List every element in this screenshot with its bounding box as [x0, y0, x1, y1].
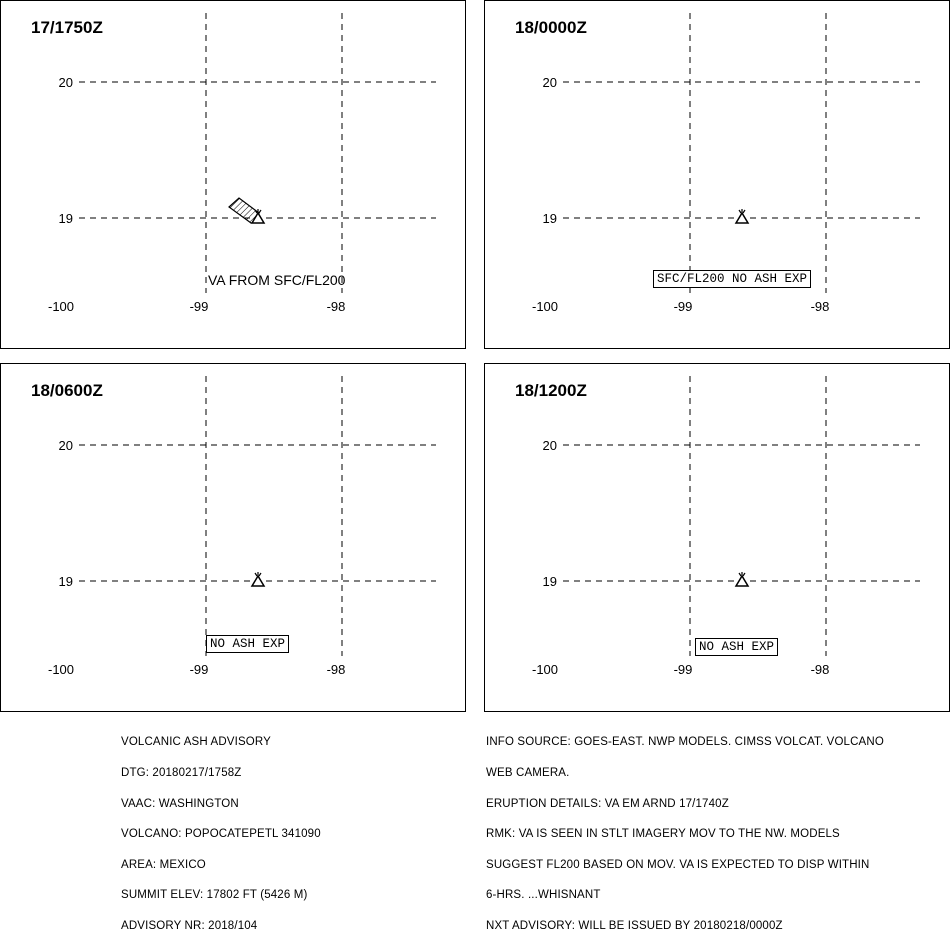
ash-level-note: VA FROM SFC/FL200	[208, 272, 346, 288]
advisory-line: ADVISORY NR: 2018/104	[121, 919, 258, 932]
lon-label-99: -99	[673, 299, 693, 314]
panel-time-label: 18/1200Z	[515, 381, 587, 400]
volcano-icon	[252, 572, 264, 586]
lon-label-100: -100	[531, 662, 559, 677]
ash-level-note: NO ASH EXP	[206, 635, 289, 653]
lon-label-99: -99	[189, 662, 209, 677]
ash-level-note: SFC/FL200 NO ASH EXP	[653, 270, 811, 288]
volcano-icon	[736, 209, 748, 223]
details-line: WEB CAMERA.	[486, 767, 570, 779]
lon-label-99: -99	[189, 299, 209, 314]
advisory-line: DTG: 20180217/1758Z	[121, 767, 242, 779]
lat-label-19: 19	[58, 211, 73, 226]
panel-time-label: 18/0600Z	[31, 381, 103, 400]
map-grid	[485, 364, 950, 713]
map-grid	[1, 364, 467, 713]
lat-label-20: 20	[542, 438, 557, 453]
advisory-line: VOLCANO: POPOCATEPETL 341090	[121, 828, 321, 841]
lon-label-98: -98	[326, 662, 346, 677]
details-line: SUGGEST FL200 BASED ON MOV. VA IS EXPECTED TO DISP WITHIN	[486, 858, 870, 871]
advisory-line: VOLCANIC ASH ADVISORY	[121, 736, 271, 749]
lon-label-98: -98	[810, 662, 830, 677]
advisory-header-block	[121, 717, 321, 941]
volcano-icon	[736, 572, 748, 586]
advisory-line: SUMMIT ELEV: 17802 FT (5426 M)	[121, 889, 308, 902]
details-line: INFO SOURCE: GOES-EAST. NWP MODELS. CIMSS VOLCAT. VOLCANO	[486, 736, 884, 749]
lat-label-20: 20	[58, 438, 73, 453]
lon-label-98: -98	[326, 299, 346, 314]
lon-label-100: -100	[47, 662, 75, 677]
details-line: RMK: VA IS SEEN IN STLT IMAGERY MOV TO THE NW. MODELS	[486, 828, 840, 841]
details-line: ERUPTION DETAILS: VA EM ARND 17/1740Z	[486, 797, 729, 810]
map-grid	[485, 1, 950, 350]
details-line: NXT ADVISORY: WILL BE ISSUED BY 20180218/0000Z	[486, 919, 783, 932]
ash-level-note: NO ASH EXP	[695, 638, 778, 656]
advisory-line: VAAC: WASHINGTON	[121, 797, 239, 810]
lat-label-19: 19	[58, 574, 73, 589]
lat-label-19: 19	[542, 574, 557, 589]
lon-label-100: -100	[531, 299, 559, 314]
forecast-panel-1200z	[484, 363, 950, 712]
lat-label-20: 20	[58, 75, 73, 90]
advisory-details-block	[486, 717, 884, 941]
advisory-line: AREA: MEXICO	[121, 858, 206, 871]
forecast-panel-1750z	[0, 0, 466, 349]
lat-label-19: 19	[542, 211, 557, 226]
lon-label-98: -98	[810, 299, 830, 314]
panel-time-label: 17/1750Z	[31, 18, 103, 37]
lon-label-99: -99	[673, 662, 693, 677]
details-line: 6-HRS. ...WHISNANT	[486, 889, 601, 902]
lat-label-20: 20	[542, 75, 557, 90]
forecast-panel-0000z	[484, 0, 950, 349]
panel-time-label: 18/0000Z	[515, 18, 587, 37]
map-grid	[1, 1, 467, 350]
forecast-panel-0600z	[0, 363, 466, 712]
lon-label-100: -100	[47, 299, 75, 314]
